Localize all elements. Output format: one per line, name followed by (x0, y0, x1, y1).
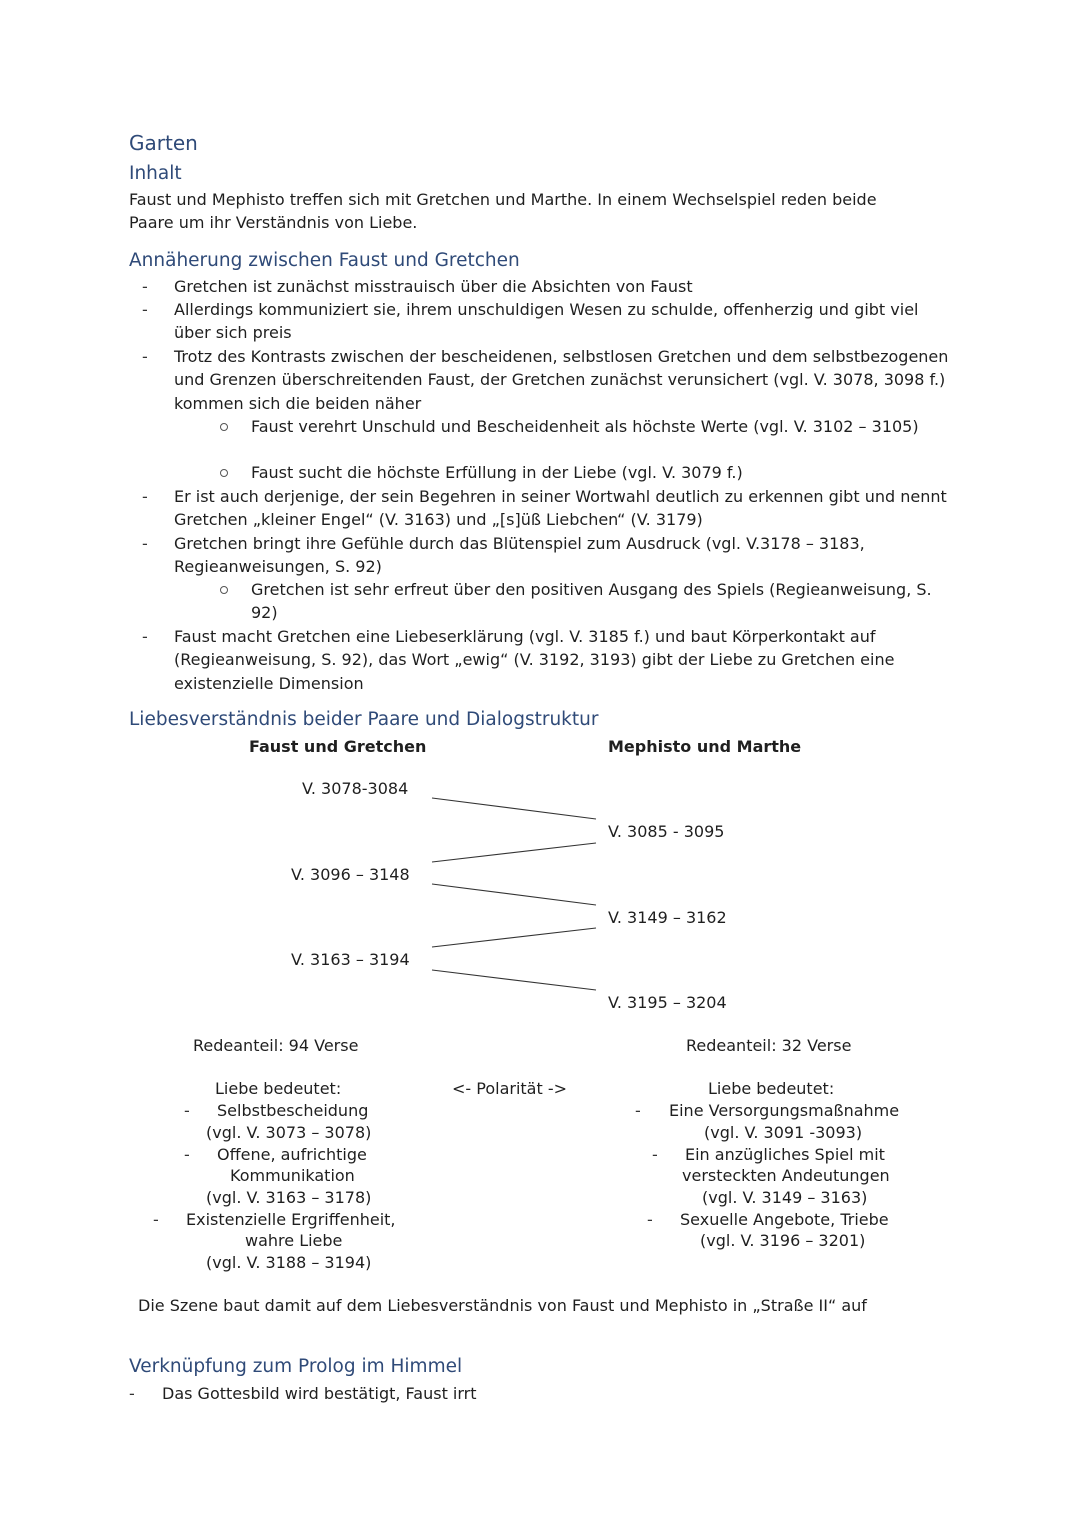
bullet-item: Das Gottesbild wird bestätigt, Faust irrt (162, 1384, 477, 1403)
section-heading-inhalt: Inhalt (129, 163, 182, 184)
bullet-item: Gretchen ist zunächst misstrauisch über die Absichten von Faust (174, 277, 693, 296)
sub-bullet-item: Faust verehrt Unschuld und Bescheidenheit als höchste Werte (vgl. V. 3102 – 3105) (251, 417, 919, 436)
left-verse-range: V. 3078-3084 (302, 779, 409, 798)
sub-bullet-item: Faust sucht die höchste Erfüllung in der Liebe (vgl. V. 3079 f.) (251, 463, 743, 482)
bullet-item: Er ist auch derjenige, der sein Begehren in seiner Wortwahl deutlich zu erkennen gibt und nennt Gretchen „kleiner Engel“ (V. 3163) und „[s]üß Liebchen“ (V. 3179) (174, 487, 947, 530)
left-verse-range: V. 3163 – 3194 (291, 950, 410, 969)
left-love-item-ref: (vgl. V. 3163 – 3178) (206, 1188, 372, 1207)
left-verse-range: V. 3096 – 3148 (291, 865, 410, 884)
connector-line (432, 970, 596, 990)
left-love-item: wahre Liebe (245, 1231, 343, 1250)
right-love-item-ref: (vgl. V. 3196 – 3201) (700, 1231, 866, 1250)
right-verse-range: V. 3195 – 3204 (608, 993, 727, 1012)
bullet-dash: - (142, 487, 148, 506)
dialog-conclusion: Die Szene baut damit auf dem Liebesverständnis von Faust und Mephisto in „Straße II“ auf (138, 1296, 867, 1315)
bullet-dash: - (652, 1145, 658, 1164)
bullet-item: Faust macht Gretchen eine Liebeserklärung (vgl. V. 3185 f.) und baut Körperkontakt auf (Regieanweisung, S. 92), das Wort „ewig“ (V. 3192, 3193) gibt der Liebe zu Gretchen eine existenzielle Dimension (174, 627, 895, 693)
bullet-dash: - (635, 1101, 641, 1120)
bullet-dash: - (142, 300, 148, 319)
right-love-item: Sexuelle Angebote, Triebe (680, 1210, 889, 1229)
bullet-dash: - (129, 1384, 135, 1403)
left-column-heading: Faust und Gretchen (249, 737, 427, 756)
bullet-dash: - (647, 1210, 653, 1229)
right-love-item: Eine Versorgungsmaßnahme (669, 1101, 900, 1120)
right-speech-share: Redeanteil: 32 Verse (686, 1036, 852, 1055)
bullet-dash: - (184, 1145, 190, 1164)
left-love-item: Selbstbescheidung (217, 1101, 369, 1120)
bullet-item: Allerdings kommuniziert sie, ihrem unschuldigen Wesen zu schulde, offenherzig und gibt viel über sich preis (174, 300, 919, 343)
right-column-heading: Mephisto und Marthe (608, 737, 802, 756)
right-love-heading: Liebe bedeutet: (708, 1079, 835, 1098)
left-love-item: Offene, aufrichtige (217, 1145, 367, 1164)
right-verse-range: V. 3085 - 3095 (608, 822, 725, 841)
right-love-item: Ein anzügliches Spiel mit (685, 1145, 885, 1164)
page-title: Garten (129, 131, 198, 155)
left-love-heading: Liebe bedeutet: (215, 1079, 342, 1098)
left-love-item: Kommunikation (230, 1166, 355, 1185)
bullet-item: Gretchen bringt ihre Gefühle durch das Blütenspiel zum Ausdruck (vgl. V.3178 – 3183, Regieanweisungen, S. 92) (174, 534, 865, 577)
sub-bullet-item: Gretchen ist sehr erfreut über den positiven Ausgang des Spiels (Regieanweisung, S. 92) (251, 580, 932, 623)
left-love-item: Existenzielle Ergriffenheit, (186, 1210, 396, 1229)
connector-line (432, 798, 596, 819)
section-heading-prolog: Verknüpfung zum Prolog im Himmel (129, 1356, 463, 1377)
right-love-item-ref: (vgl. V. 3091 -3093) (704, 1123, 863, 1142)
section-heading-dialog: Liebesverständnis beider Paare und Dialogstruktur (129, 709, 599, 730)
bullet-dash: - (184, 1101, 190, 1120)
right-love-item: versteckten Andeutungen (682, 1166, 890, 1185)
connector-line (432, 884, 596, 905)
bullet-dash: - (142, 347, 148, 366)
bullet-item: Trotz des Kontrasts zwischen der bescheidenen, selbstlosen Gretchen und dem selbstbezogenen und Grenzen überschreitenden Faust, der Gretchen zunächst verunsichert (vgl. V. 3078, 3098 f.) kommen sich die beiden näher (174, 347, 949, 413)
left-love-item-ref: (vgl. V. 3188 – 3194) (206, 1253, 372, 1272)
inhalt-line-1: Faust und Mephisto treffen sich mit Gretchen und Marthe. In einem Wechselspiel reden beide (129, 190, 877, 209)
right-love-item-ref: (vgl. V. 3149 – 3163) (702, 1188, 868, 1207)
bullet-dash: - (142, 627, 148, 646)
bullet-dash: - (142, 277, 148, 296)
connector-line (432, 928, 596, 947)
inhalt-line-2: Paare um ihr Verständnis von Liebe. (129, 213, 418, 232)
left-love-item-ref: (vgl. V. 3073 – 3078) (206, 1123, 372, 1142)
bullet-dash: - (153, 1210, 159, 1229)
bullet-dash: - (142, 534, 148, 553)
polarity-label: <- Polarität -> (452, 1079, 568, 1098)
left-speech-share: Redeanteil: 94 Verse (193, 1036, 359, 1055)
right-verse-range: V. 3149 – 3162 (608, 908, 727, 927)
connector-line (432, 843, 596, 862)
section-heading-annaeherung: Annäherung zwischen Faust und Gretchen (129, 250, 520, 271)
